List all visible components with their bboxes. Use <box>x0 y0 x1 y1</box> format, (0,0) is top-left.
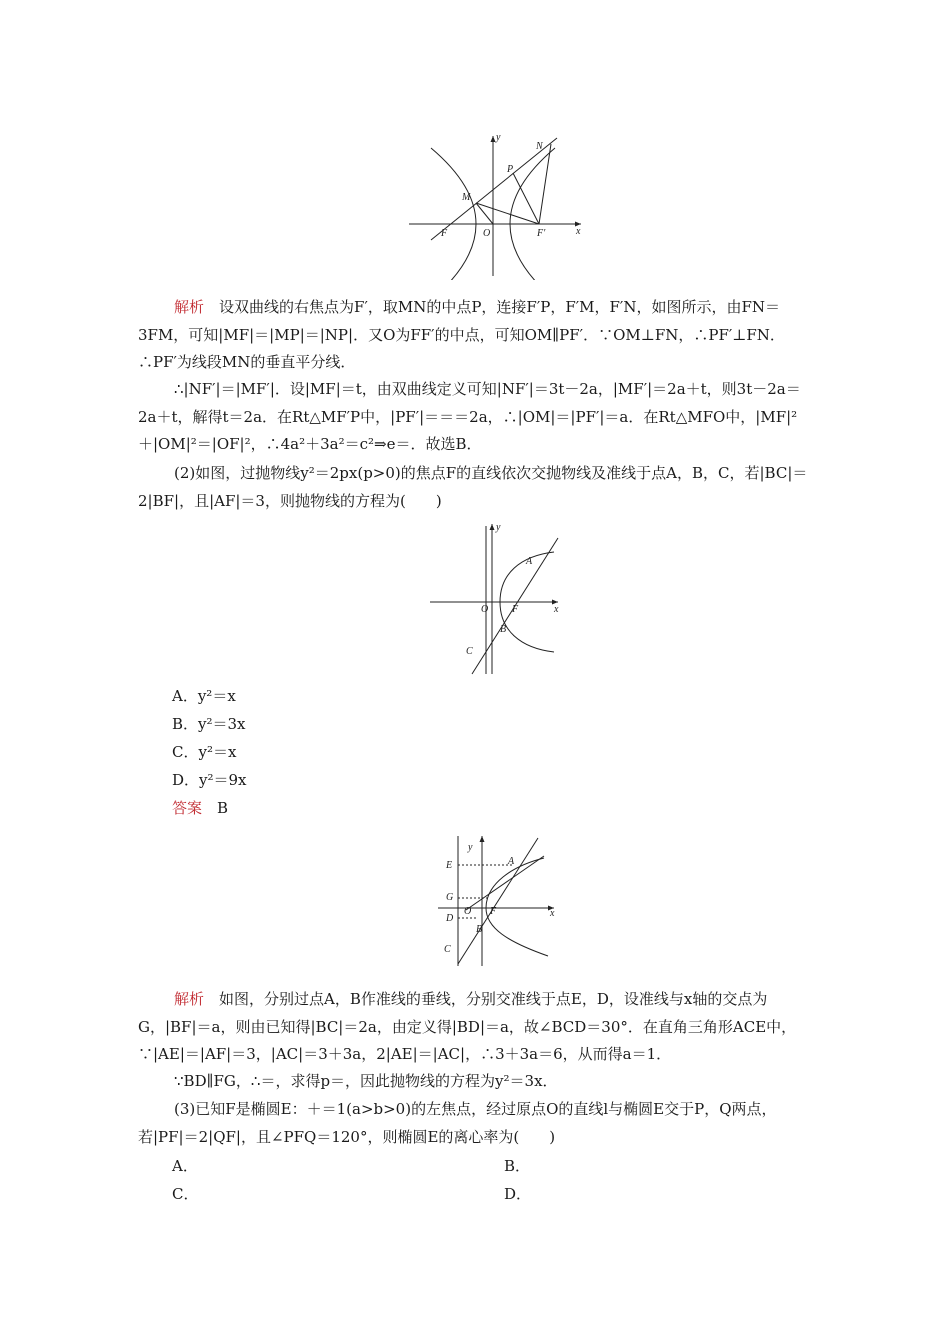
option3-a: A． <box>172 1157 198 1175</box>
label-P: P <box>507 164 514 175</box>
label-B: B <box>500 624 507 635</box>
label-y: y <box>496 522 501 533</box>
label-M: M <box>462 192 471 203</box>
segment-NF2 <box>539 144 551 224</box>
hyperbola-left-branch <box>431 148 476 280</box>
label-B: B <box>476 924 483 935</box>
analysis2-label: 解析 <box>174 990 205 1008</box>
option3-c: C． <box>172 1185 199 1203</box>
label-F: F <box>512 604 519 615</box>
parabola-figure <box>420 516 568 678</box>
answer2 <box>172 796 228 820</box>
answer2-label: 答案 <box>172 799 203 817</box>
label-x: x <box>576 226 581 237</box>
analysis1-paragraph1: 解析 设双曲线的右焦点为F′，取MN的中点P，连接F′P，F′M，F′N，如图所示，由FN＝3FM，可知|MF|＝|MP|＝|NP|．又O为FF′的中点，可知OM∥PF′．∵OM⊥FN，∴PF′⊥FN．∴PF′为线段MN的垂直平分线． <box>138 298 785 371</box>
label-C: C <box>444 944 451 955</box>
option2-a: A．y²＝x <box>172 687 236 705</box>
analysis1-label: 解析 <box>174 298 205 316</box>
answer2-value: B <box>217 799 229 817</box>
label-G: G <box>446 892 454 903</box>
line-through-focus <box>458 838 538 964</box>
analysis1-paragraph2: ∴|NF′|＝|MF′|．设|MF|＝t，由双曲线定义可知|NF′|＝3t－2a，|MF′|＝2a＋t，则3t－2a＝2a＋t，解得t＝2a．在Rt△MF′P中，|PF′|＝＝＝2a，∴|OM|＝|PF′|＝a．在Rt△MFO中，|MF|²＋|OM|²＝|OF|²，∴4a²＋3a²＝c²⇒e＝．故选B． <box>138 380 801 453</box>
label-O: O <box>483 228 491 239</box>
label-F: F <box>490 906 497 917</box>
option3-b: B． <box>504 1157 531 1175</box>
label-y: y <box>496 132 501 143</box>
label-N: N <box>536 141 543 152</box>
label-E: E <box>446 860 453 871</box>
hyperbola-figure <box>403 128 589 280</box>
question3-text: (3)已知F是椭圆E：＋＝1(a>b>0)的左焦点，经过原点O的直线l与椭圆E交于P，Q两点，若|PF|＝2|QF|，且∠PFQ＝120°，则椭圆E的离心率为( ) <box>138 1100 777 1146</box>
label-O: O <box>464 906 472 917</box>
label-O: O <box>481 604 489 615</box>
y-axis-arrow <box>480 836 485 842</box>
label-F-prime: F′ <box>537 228 546 239</box>
analysis2-paragraph1: 解析 如图，分别过点A，B作准线的垂线，分别交准线于点E，D，设准线与x轴的交点为G，|BF|＝a，则由已知得|BC|＝2a，由定义得|BD|＝a，故∠BCD＝30°．在直角三角形ACE中，∵|AE|＝|AF|＝3，|AC|＝3＋3a，2|AE|＝|AC|，∴3＋3a＝6，从而得a＝1． <box>138 990 797 1063</box>
option2-c: C．y²＝x <box>172 743 237 761</box>
label-F: F <box>441 228 448 239</box>
analysis2-paragraph2: ∵BD∥FG，∴＝，求得p＝，因此抛物线的方程为y²＝3x． <box>174 1072 558 1090</box>
secant-line <box>466 856 544 910</box>
label-x: x <box>554 604 559 615</box>
line-FN <box>431 138 557 240</box>
label-A: A <box>508 856 515 867</box>
hyperbola-right-branch <box>510 148 555 280</box>
label-C: C <box>466 646 473 657</box>
label-x: x <box>550 908 555 919</box>
question2-text: (2)如图，过抛物线y²＝2px(p>0)的焦点F的直线依次交抛物线及准线于点A，B，C，若|BC|＝2|BF|，且|AF|＝3，则抛物线的方程为( ) <box>138 464 808 510</box>
option2-d: D．y²＝9x <box>172 771 247 789</box>
label-y: y <box>468 842 473 853</box>
option3-d: D． <box>504 1185 532 1203</box>
label-D: D <box>446 913 454 924</box>
label-A: A <box>526 556 533 567</box>
y-axis-arrow <box>490 524 495 530</box>
option2-b: B．y²＝3x <box>172 715 246 733</box>
parabola-perpendicular-figure <box>428 828 564 970</box>
y-axis-arrow <box>491 136 496 142</box>
